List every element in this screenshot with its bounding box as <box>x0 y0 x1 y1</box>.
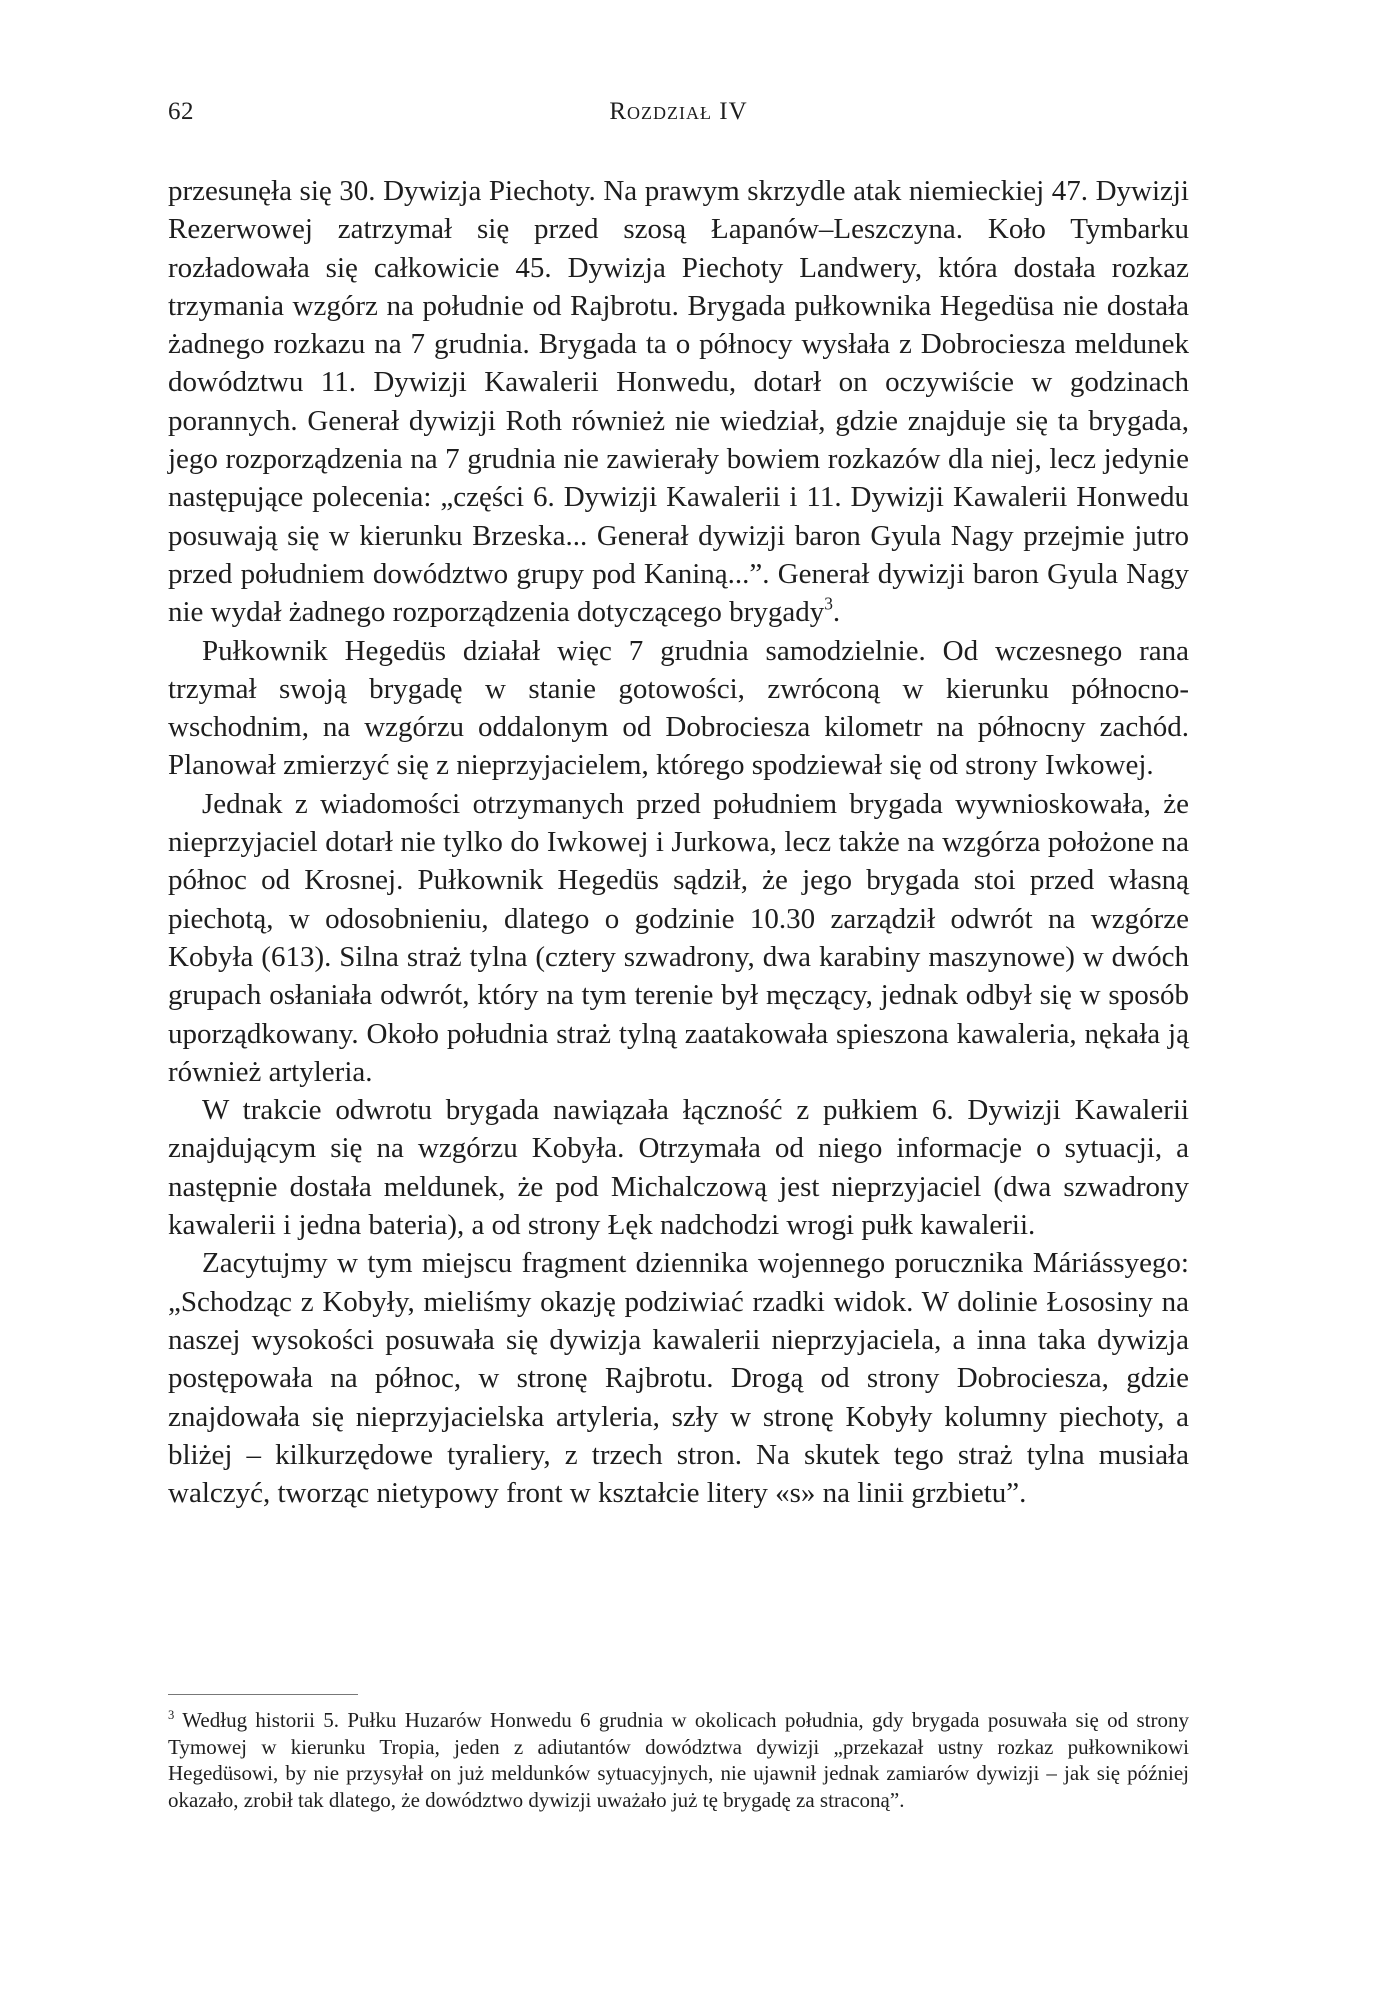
footnote-reference: 3 <box>824 593 833 614</box>
paragraph-3: Jednak z wiadomości otrzymanych przed południem brygada wywnioskowała, że nieprzyjaciel dotarł nie tylko do Iwkowej i Jurkowa, lecz także na wzgórza położone na północ od Krosnej. Pułkownik Hegedüs sądził, że jego brygada stoi przed własną piechotą, w odosobnieniu, dlatego o godzinie 10.30 zarządził odwrót na wzgórze Kobyła (613). Silna straż tylna (cztery szwadrony, dwa karabiny maszynowe) w dwóch grupach osłaniała odwrót, który na tym terenie był męczący, jednak odbył się w sposób uporządkowany. Około południa straż tylną zaatakowała spieszona kawaleria, nękała ją również artyleria. <box>168 787 1189 1088</box>
running-head <box>168 98 1189 138</box>
footnote-number: 3 <box>168 1707 175 1722</box>
footnote-3 <box>168 1707 1189 1813</box>
paragraph-1-text: przesunęła się 30. Dywizja Piechoty. Na prawym skrzydle atak niemieckiej 47. Dywizji Rezerwowej zatrzymał się przed szosą Łapanów–Leszczyna. Koło Tymbarku rozładowała się całkowicie 45. Dywizja Piechoty Landwery, która dostała rozkaz trzymania wzgórz na południe od Rajbrotu. Brygada pułkownika Hegedüsa nie dostała żadnego rozkazu na 7 grudnia. Brygada ta o północy wysłała z Dobrociesza meldunek dowództwu 11. Dywizji Kawalerii Honwedu, dotarł on oczywiście w godzinach porannych. Generał dywizji Roth również nie wiedział, gdzie znajduje się ta brygada, jego rozporządzenia na 7 grudnia nie zawierały bowiem rozkazów dla niej, lecz jedynie następujące polecenia: „części 6. Dywizji Kawalerii i 11. Dywizji Kawalerii Honwedu posuwają się w kierunku Brzeska... Generał dywizji baron Gyula Nagy przejmie jutro przed południem dowództwo grupy pod Kaniną...”. Generał dywizji baron Gyula Nagy nie wydał żadnego rozporządzenia dotyczącego brygady <box>168 175 1189 629</box>
paragraph-2: Pułkownik Hegedüs działał więc 7 grudnia samodzielnie. Od wczesnego rana trzymał swoją brygadę w stanie gotowości, zwróconą w kierunku północno-wschodnim, na wzgórzu oddalonym od Dobrociesza kilometr na północny zachód. Planował zmierzyć się z nieprzyjacielem, którego spodziewał się od strony Iwkowej. <box>168 634 1189 782</box>
paragraph-5: Zacytujmy w tym miejscu fragment dziennika wojennego porucznika Máriássyego: „Schodząc z Kobyły, mieliśmy okazję podziwiać rzadki widok. W dolinie Łososiny na naszej wysokości posuwała się dywizja kawalerii nieprzyjaciela, a inna taka dywizja postępowała na północ, w stronę Rajbrotu. Drogą od strony Dobrociesza, gdzie znajdowała się nieprzyjacielska artyleria, szły w stronę Kobyły kolumny piechoty, a bliżej – kilkurzędowe tyraliery, z trzech stron. Na skutek tego straż tylna musiała walczyć, tworząc nietypowy front w kształcie litery «s» na linii grzbietu”. <box>168 1247 1189 1510</box>
body-text <box>168 172 1189 1512</box>
footnote-divider <box>168 1694 358 1695</box>
chapter-title: Rozdział IV <box>609 98 748 125</box>
paragraph-4: W trakcie odwrotu brygada nawiązała łączność z pułkiem 6. Dywizji Kawalerii znajdującym się na wzgórzu Kobyła. Otrzymała od niego informacje o sytuacji, a następnie dostała meldunek, że pod Michalczową jest nieprzyjaciel (dwa szwadrony kawalerii i jedna bateria), a od strony Łęk nadchodzi wrogi pułk kawalerii. <box>168 1094 1189 1242</box>
paragraph-1-end: . <box>832 596 841 629</box>
footnote-text: Według historii 5. Pułku Huzarów Honwedu 6 grudnia w okolicach południa, gdy brygada posuwała się od strony Tymowej w kierunku Tropia, jeden z adiutantów dowództwa dywizji „przekazał ustny rozkaz pułkownikowi Hegedüsowi, by nie przysyłał on już meldunków sytuacyjnych, nie ujawnił jednak zamiarów dywizji – jak się później okazało, zrobił tak dlatego, że dowództwo dywizji uważało już tę brygadę za straconą”. <box>168 1708 1190 1812</box>
page-number: 62 <box>168 98 194 125</box>
footnotes <box>168 1707 1189 1813</box>
paragraph-1 <box>168 172 1189 632</box>
